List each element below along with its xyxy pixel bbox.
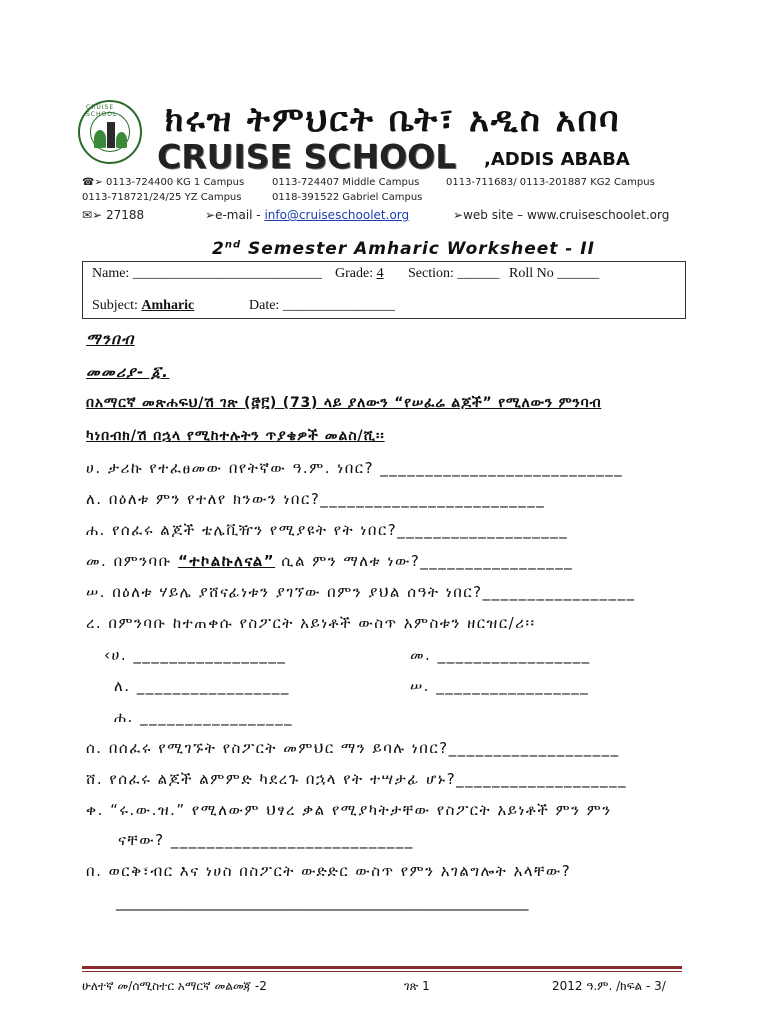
logo-ring-text: CRUISE SCHOOL xyxy=(86,104,118,118)
instruction-line-2: ካነበብክ/ሽ በኋላ የሚከተሉትን ጥያቄዎች መልስ/ሺ፡፡ xyxy=(86,428,385,444)
question-qe-line-2: ናቸው? ___________________________ xyxy=(118,831,414,849)
phone-kg1: ☎➢ 0113-724400 KG 1 Campus xyxy=(82,177,245,188)
question-qe-line-1: ቀ. “ሩ.ው.ዝ.” የሚለውም ህፃረ ቃል የሚያካትታቸው የስፖርት አይነቶች ምን ምን xyxy=(86,801,612,819)
grade-field: Grade: 4 xyxy=(335,266,384,281)
question-se: ሰ. በሰፈሩ የሚገኙት የስፖርት መምህር ማን ይባሉ ነበር?___________________ xyxy=(86,739,620,757)
email-link[interactable]: info@cruiseschoolet.org xyxy=(264,208,410,222)
question-hha: ሐ. የሰፈሩ ልጆች ቴሌቪዥን የሚያዩት የት ነበር?___________________ xyxy=(86,521,569,539)
phone-icon: ☎➢ xyxy=(82,177,107,188)
section-field[interactable]: Section: ______ xyxy=(408,266,500,281)
instruction-label: መመሪያ- ፩. xyxy=(86,363,170,381)
website-line: ➢web site – www.cruiseschoolet.org xyxy=(453,208,670,222)
email-line: ➢e-mail - info@cruiseschoolet.org xyxy=(205,208,410,222)
list-item-d: መ. _________________ xyxy=(410,646,591,664)
question-re: ረ. በምንባቡ ከተጠቀሱ የስፖርት አይነቶች ውስጥ አምስቱን ዘርዝር/ሪ፡፡ xyxy=(86,614,536,632)
footer-left: ሁለተኛ መ/ሰሚስተር አማርኛ መልመጃ -2 xyxy=(82,979,267,993)
question-me: መ. በምንባቡ “ተኮልኩለናል” ሲል ምን ማለቱ ነው?_________________ xyxy=(86,552,574,570)
list-item-a: ‹ሀ. _________________ xyxy=(104,646,287,664)
date-field[interactable]: Date: ________________ xyxy=(249,298,395,313)
arrow-icon: ➢ xyxy=(205,208,216,222)
section-heading: ማንበብ xyxy=(86,330,135,348)
instruction-line-1: በአማርኛ መጽሐፍህ/ሽ ገጽ (፸፫) (73) ላይ ያለውን “የሠፈሬ ልጆች” የሚለውን ምንባብ xyxy=(86,395,602,411)
school-logo xyxy=(78,100,142,164)
question-sze: ሠ. በዕለቱ ሃይሌ ያሸናፊነቱን ያገኘው በምን ያህል ሰዓት ነበር?_________________ xyxy=(86,583,636,601)
mail-icon: ✉➢ xyxy=(82,208,106,222)
school-title-english: CRUISE SCHOOL xyxy=(157,137,457,176)
worksheet-title: 2nd Semester Amharic Worksheet - II xyxy=(212,239,595,259)
phone-gabriel: 0118-391522 Gabriel Campus xyxy=(272,192,423,203)
list-item-b: ለ. _________________ xyxy=(114,677,290,695)
question-be: በ. ወርቅ፣ብር እና ነሀስ በስፖርት ውድድር ውስጥ የምን አገልግሎት አላቸው? xyxy=(86,862,572,880)
logo-leaf-right xyxy=(116,132,127,148)
footer-right: 2012 ዓ.ም. /ክፍል - 3/ xyxy=(552,979,666,993)
footer-rule-thick xyxy=(82,966,682,969)
school-title-city: ,ADDIS ABABA xyxy=(484,149,630,170)
phone-yz: 0113-718721/24/25 YZ Campus xyxy=(82,192,242,203)
list-item-c: ሐ. _________________ xyxy=(114,708,294,726)
list-item-e: ሠ. _________________ xyxy=(410,677,590,695)
arrow-icon: ➢ xyxy=(453,208,464,222)
question-ha: ሀ. ታሪኩ የተፈፀመው በየትኛው ዓ.ም. ነበር? ___________________________ xyxy=(86,459,624,477)
footer-page: ገጽ 1 xyxy=(404,979,430,993)
logo-leaf-left xyxy=(94,130,106,148)
school-title-amharic: ክሩዝ ትምህርት ቤት፣ አዲስ አበባ xyxy=(165,100,621,140)
footer-rule-thin xyxy=(82,971,682,972)
pobox: ✉➢ 27188 xyxy=(82,208,145,222)
roll-field[interactable]: Roll No ______ xyxy=(509,266,600,281)
phone-kg2: 0113-711683/ 0113-201887 KG2 Campus xyxy=(446,177,655,188)
question-le: ለ. በዕለቱ ምን የተለየ ክንውን ነበር?_________________________ xyxy=(86,490,546,508)
phone-middle: 0113-724407 Middle Campus xyxy=(272,177,420,188)
question-she: ሸ. የሰፈሩ ልጆች ልምምድ ካደረጉ በኋላ የት ተሣታፊ ሆኑ?___________________ xyxy=(86,770,628,788)
name-field[interactable]: Name: ___________________________ xyxy=(92,266,322,281)
logo-tower xyxy=(107,122,115,148)
answer-line-be[interactable]: _______________________________________________________ xyxy=(116,893,529,911)
subject-field: Subject: Amharic xyxy=(92,298,195,313)
